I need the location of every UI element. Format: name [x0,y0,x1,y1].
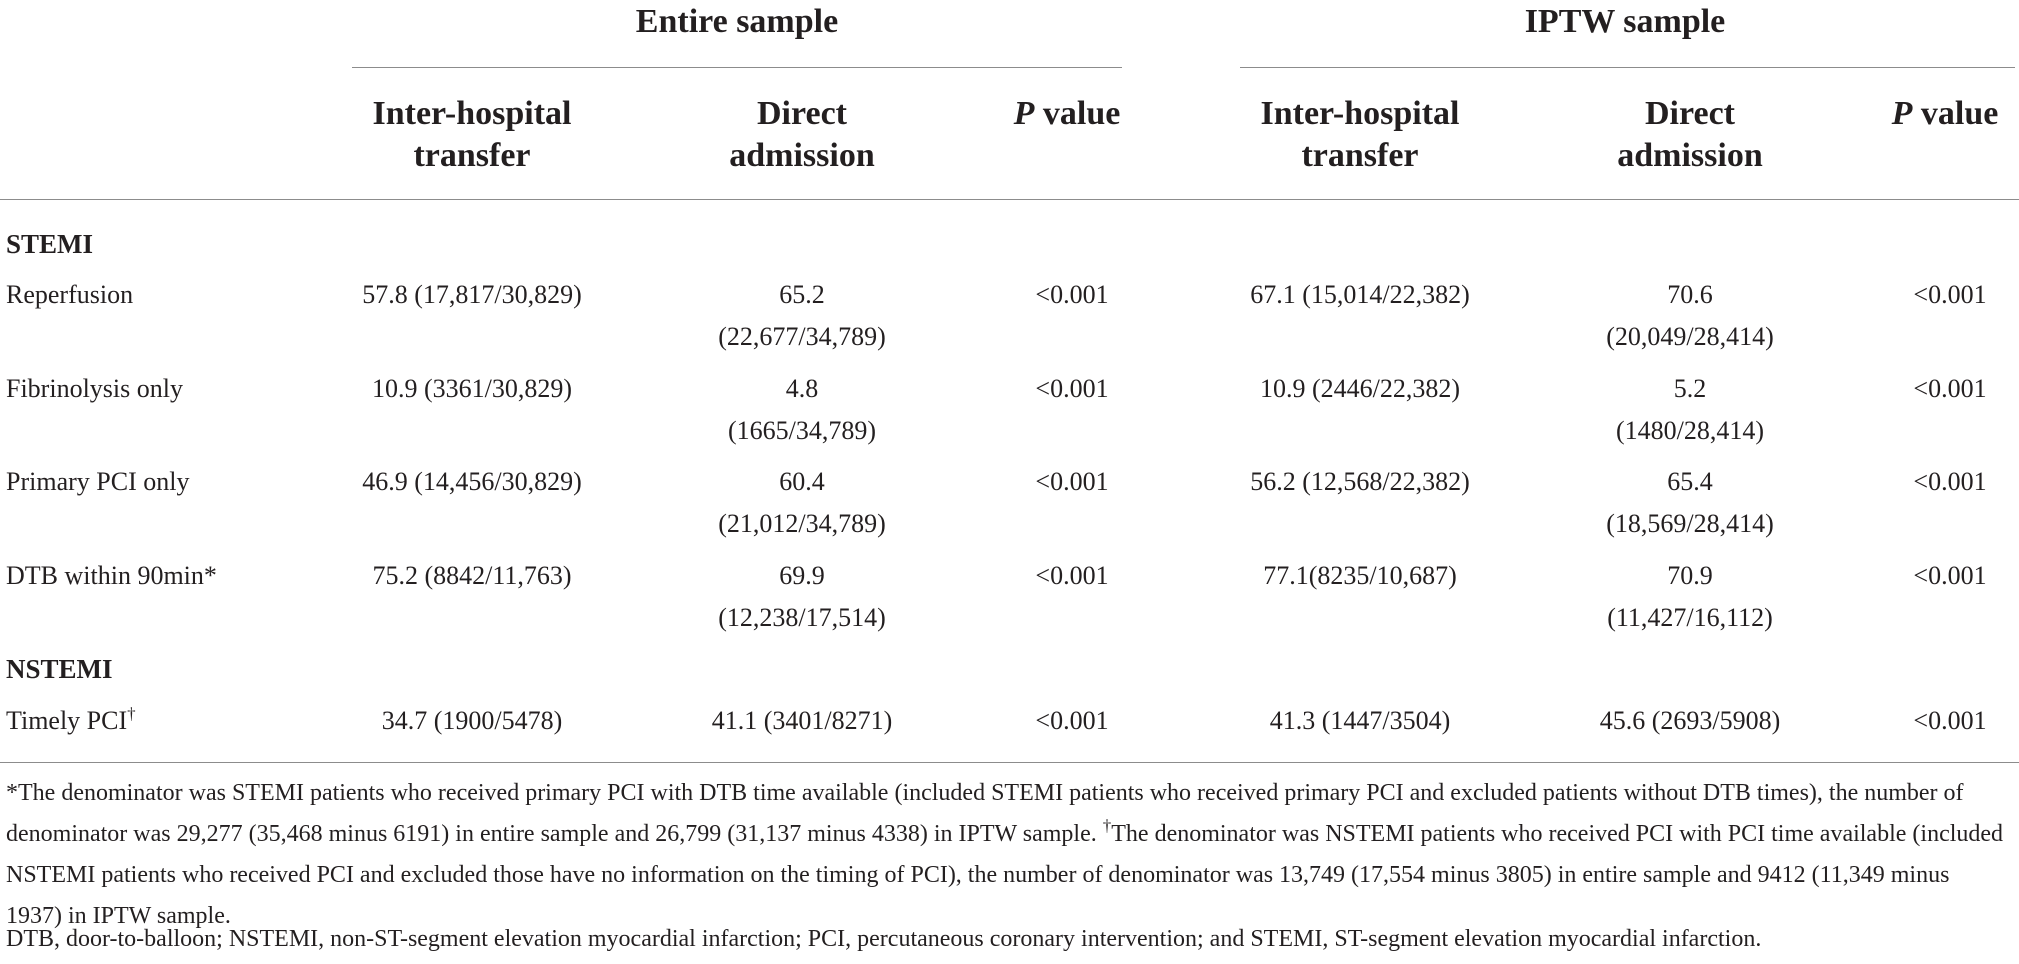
col-header-iptw-p-value: P value [1891,95,1999,132]
group-header-entire-sample: Entire sample [635,3,839,40]
cell-fibrinolysis-entire-direct: 4.8 (1665/34,789) [727,374,877,445]
col-header-iptw-transfer: Inter-hospital transfer [1260,95,1460,174]
row-label-primary-pci: Primary PCI only [6,467,190,496]
cell-reperfusion-iptw-direct: 70.6 (20,049/28,414) [1606,280,1774,351]
col-header-iptw-direct: Direct admission [1617,95,1763,174]
footnote-abbreviations: DTB, door-to-balloon; NSTEMI, non-ST-segment elevation myocardial infarction; PCI, percutaneous coronary intervention; and STEMI, ST-segment elevation myocardial infarction. [6,926,1762,952]
row-label-dtb: DTB within 90min* [6,561,217,590]
row-label-fibrinolysis: Fibrinolysis only [6,374,183,403]
cell-reperfusion-entire-direct: 65.2 (22,677/34,789) [718,280,886,351]
cell-primary-pci-entire-p: <0.001 [1035,467,1109,496]
header-bottom-rule [0,199,2019,200]
cell-fibrinolysis-iptw-direct: 5.2 (1480/28,414) [1615,374,1765,445]
cell-primary-pci-iptw-p: <0.001 [1913,467,1987,496]
col-header-entire-direct: Direct admission [729,95,875,174]
cell-dtb-iptw-direct: 70.9 (11,427/16,112) [1607,561,1773,632]
footnote-denominators: *The denominator was STEMI patients who received primary PCI with DTB time available (included STEMI patients who received primary PCI and excluded patients without DTB times), the number of denominator was 29,277 (35,468 minus 6191) in entire sample and 26,799 (31,137 minus 4338) in IPTW sample. †The denominator was NSTEMI patients who received PCI with PCI time available (included NSTEMI patients who received PCI and excluded those have no information on the timing of PCI), the number of denominator was 13,749 (17,554 minus 3805) in entire sample and 9412 (11,349 minus 1937) in IPTW sample. [6,780,2004,929]
row-label-reperfusion: Reperfusion [6,280,134,309]
cell-timely-pci-entire-direct: 41.1 (3401/8271) [711,706,893,735]
cell-dtb-iptw-p: <0.001 [1913,561,1987,590]
cell-dtb-entire-p: <0.001 [1035,561,1109,590]
cell-timely-pci-entire-transfer: 34.7 (1900/5478) [381,706,563,735]
cell-fibrinolysis-entire-transfer: 10.9 (3361/30,829) [371,374,573,403]
cell-reperfusion-entire-p: <0.001 [1035,280,1109,309]
cell-timely-pci-iptw-direct: 45.6 (2693/5908) [1599,706,1781,735]
dagger-mark: † [127,704,136,723]
cell-timely-pci-iptw-transfer: 41.3 (1447/3504) [1269,706,1451,735]
cell-fibrinolysis-iptw-transfer: 10.9 (2446/22,382) [1259,374,1461,403]
cell-fibrinolysis-entire-p: <0.001 [1035,374,1109,403]
cell-fibrinolysis-iptw-p: <0.001 [1913,374,1987,403]
cell-timely-pci-entire-p: <0.001 [1035,706,1109,735]
group-rule-iptw [1240,67,2015,68]
col-header-entire-transfer: Inter-hospital transfer [372,95,572,174]
cell-dtb-entire-direct: 69.9 (12,238/17,514) [718,561,886,632]
cell-reperfusion-iptw-p: <0.001 [1913,280,1987,309]
cell-primary-pci-entire-transfer: 46.9 (14,456/30,829) [362,467,582,496]
section-label-nstemi: NSTEMI [6,654,113,684]
cell-primary-pci-iptw-transfer: 56.2 (12,568/22,382) [1250,467,1470,496]
cell-reperfusion-entire-transfer: 57.8 (17,817/30,829) [362,280,582,309]
cell-timely-pci-iptw-p: <0.001 [1913,706,1987,735]
group-header-iptw-sample: IPTW sample [1524,3,1726,40]
table-bottom-rule [0,762,2019,763]
cell-primary-pci-entire-direct: 60.4 (21,012/34,789) [718,467,886,538]
group-rule-entire [352,67,1122,68]
cell-primary-pci-iptw-direct: 65.4 (18,569/28,414) [1606,467,1774,538]
cell-dtb-entire-transfer: 75.2 (8842/11,763) [372,561,572,590]
section-label-stemi: STEMI [6,229,94,259]
cell-reperfusion-iptw-transfer: 67.1 (15,014/22,382) [1250,280,1470,309]
cell-dtb-iptw-transfer: 77.1(8235/10,687) [1263,561,1457,590]
row-label-timely-pci: Timely PCI† [6,704,136,735]
col-header-entire-p-value: P value [1013,95,1121,132]
